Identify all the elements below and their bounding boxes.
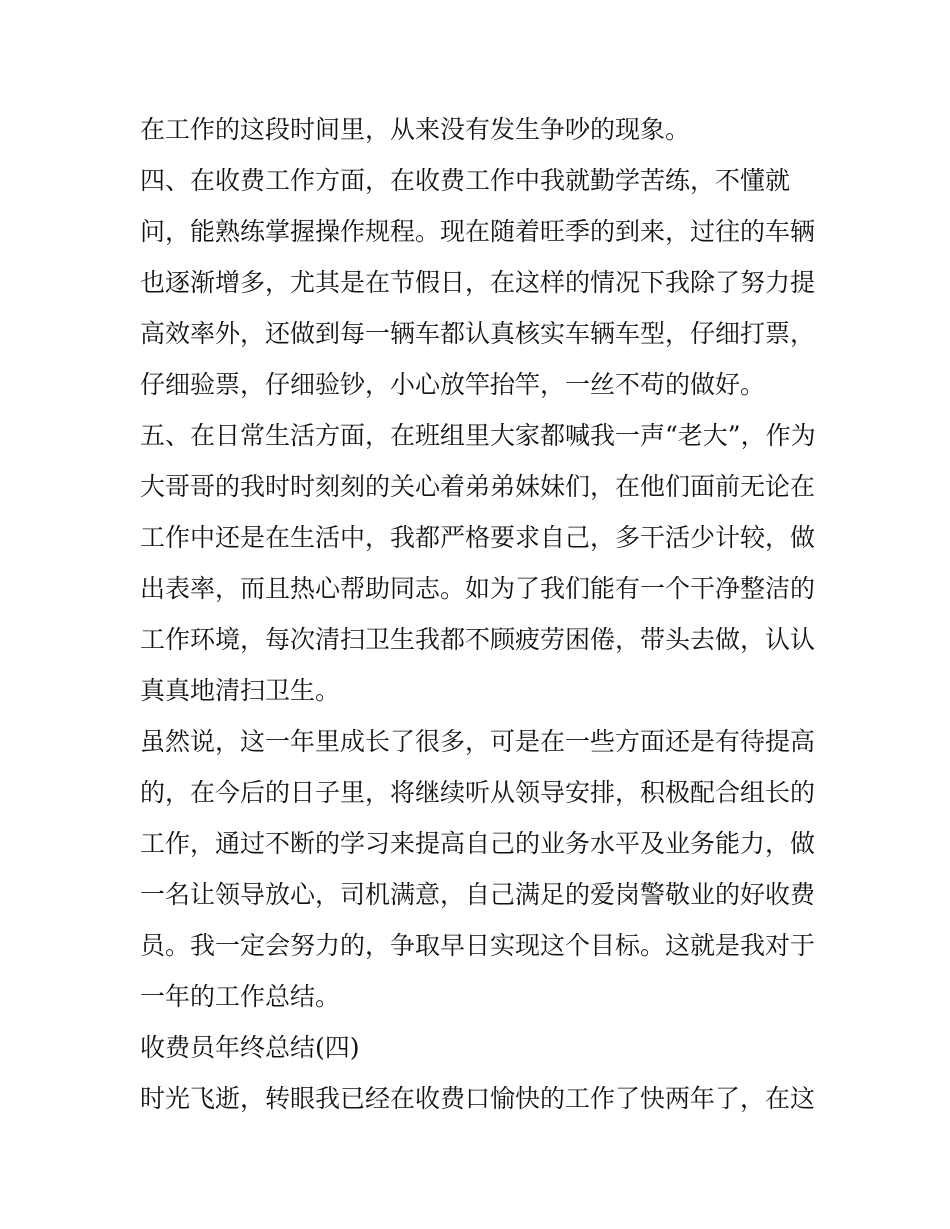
text-line: 一名让领导放心，司机满意，自己满足的爱岗警敬业的好收费: [140, 880, 816, 909]
text-line: 真真地清扫卫生。: [140, 676, 341, 705]
document-body: [140, 104, 820, 1124]
text-line: 问，能熟练掌握操作规程。现在随着旺季的到来，过往的车辆: [140, 217, 816, 246]
text-line: 五、在日常生活方面，在班组里大家都喊我一声“老大”，作为: [140, 421, 816, 450]
section-heading: 收费员年终总结(四): [140, 1033, 360, 1062]
text-line: 时光飞逝，转眼我已经在收费口愉快的工作了快两年了，在这: [140, 1084, 816, 1113]
text-line: 也逐渐增多，尤其是在节假日，在这样的情况下我除了努力提: [140, 268, 816, 297]
text-line: 大哥哥的我时时刻刻的关心着弟弟妹妹们，在他们面前无论在: [140, 472, 816, 501]
text-line: 出表率，而且热心帮助同志。如为了我们能有一个干净整洁的: [140, 574, 816, 603]
text-line: 员。我一定会努力的，争取早日实现这个目标。这就是我对于: [140, 931, 816, 960]
text-line: 一年的工作总结。: [140, 982, 341, 1011]
text-line: 工作环境，每次清扫卫生我都不顾疲劳困倦，带头去做，认认: [140, 625, 816, 654]
text-line: 仔细验票，仔细验钞，小心放竿抬竿，一丝不苟的做好。: [140, 370, 766, 399]
text-line: 工作中还是在生活中，我都严格要求自己，多干活少计较，做: [140, 523, 816, 552]
text-line: 四、在收费工作方面，在收费工作中我就勤学苦练，不懂就: [140, 166, 791, 195]
text-line: 在工作的这段时间里，从来没有发生争吵的现象。: [140, 115, 691, 144]
text-line: 虽然说，这一年里成长了很多，可是在一些方面还是有待提高: [140, 727, 816, 756]
text-line: 高效率外，还做到每一辆车都认真核实车辆车型，仔细打票，: [140, 319, 816, 348]
text-line: 工作，通过不断的学习来提高自己的业务水平及业务能力，做: [140, 829, 816, 858]
text-line: 的，在今后的日子里，将继续听从领导安排，积极配合组长的: [140, 778, 816, 807]
